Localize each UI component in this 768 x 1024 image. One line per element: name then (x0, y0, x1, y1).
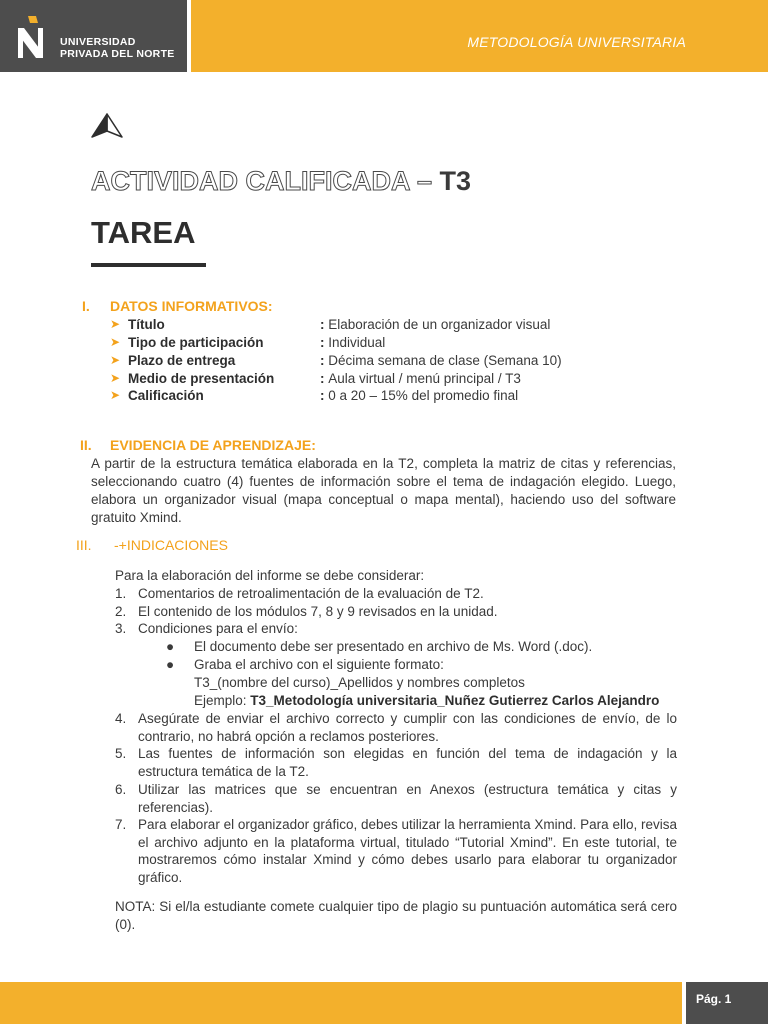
list-number: 5. (115, 746, 127, 761)
section-2-number: II. (80, 437, 92, 453)
info-value-text: Elaboración de un organizador visual (328, 317, 551, 332)
bullet-text: El documento debe ser presentado en archivo de Ms. Word (.doc). (194, 639, 593, 654)
info-label: Medio de presentación (128, 371, 275, 386)
info-label: Plazo de entrega (128, 353, 236, 368)
list-text: Para elaborar el organizador gráfico, debes utilizar la herramienta Xmind. Para ello, revisa el archivo adjunto en la plataforma virtual, titulado “Tutorial Xmind”. En este tutorial, te mostraremos cómo instalar Xmind y cómo debes usarlo para elaborar tu organizador gráfico. (138, 817, 677, 885)
navigation-arrow-icon (90, 112, 124, 140)
document-subtitle: TAREA (91, 215, 196, 250)
list-item (115, 745, 677, 780)
list-item (115, 620, 677, 638)
section-2-heading: EVIDENCIA DE APRENDIZAJE: (110, 437, 316, 453)
list-item (115, 710, 677, 745)
info-value: : 0 a 20 – 15% del promedio final (320, 388, 519, 403)
info-label: Calificación (128, 388, 204, 403)
title-outline-text: ACTIVIDAD CALIFICADA – (91, 166, 432, 196)
section-3-heading: -+INDICACIONES (114, 537, 228, 553)
list-text: Las fuentes de información son elegidas en función del tema de indagación y la estructura temática de la T2. (138, 746, 677, 779)
section-1-heading: DATOS INFORMATIVOS: (110, 298, 273, 314)
list-number: 1. (115, 586, 127, 601)
list-text: Asegúrate de enviar el archivo correcto y cumplir con las condiciones de envío, de lo contrario, no habrá opción a reclamos posteriores. (138, 711, 677, 744)
arrow-bullet-icon: ➤ (110, 335, 121, 349)
bullet-dot-icon: ● (166, 639, 175, 654)
logo-line-1: UNIVERSIDAD (60, 36, 136, 48)
university-logo (0, 0, 187, 72)
arrow-bullet-icon: ➤ (110, 317, 121, 331)
list-text: Utilizar las matrices que se encuentran en Anexos (estructura temática y citas y referencias). (138, 782, 677, 815)
list-item (115, 585, 677, 603)
page-number: Pág. 1 (696, 992, 732, 1006)
info-value-text: Aula virtual / menú principal / T3 (328, 371, 521, 386)
info-value-text: 0 a 20 – 15% del promedio final (328, 388, 519, 403)
example-value: T3_Metodología universitaria_Nuñez Gutierrez Carlos Alejandro (250, 693, 660, 708)
logo-line-2: PRIVADA DEL NORTE (60, 48, 175, 60)
list-number: 3. (115, 621, 127, 636)
list-number: 2. (115, 604, 127, 619)
nota-text: NOTA: Si el/la estudiante comete cualquier tipo de plagio su puntuación automática será cero (0). (115, 899, 677, 932)
list-item (115, 816, 677, 886)
list-number: 7. (115, 817, 127, 832)
info-label: Tipo de participación (128, 335, 264, 350)
example-label: Ejemplo: (194, 693, 247, 708)
section-3-number: III. (76, 537, 92, 553)
arrow-bullet-icon: ➤ (110, 388, 121, 402)
section-3-intro: Para la elaboración del informe se debe considerar: (115, 568, 425, 583)
bullet-item (166, 656, 444, 674)
title-code: T3 (439, 166, 472, 196)
bullet-dot-icon: ● (166, 657, 175, 672)
page-number-box (686, 982, 768, 1024)
list-text: El contenido de los módulos 7, 8 y 9 revisados en la unidad. (138, 604, 498, 619)
course-title: METODOLOGÍA UNIVERSITARIA (467, 34, 686, 50)
list-item (115, 781, 677, 816)
title-underline (91, 263, 206, 267)
section-1-number: I. (82, 298, 90, 314)
example-line (194, 693, 659, 708)
info-value: : Aula virtual / menú principal / T3 (320, 371, 521, 386)
info-value: : Décima semana de clase (Semana 10) (320, 353, 562, 368)
arrow-bullet-icon: ➤ (110, 371, 121, 385)
logo-text (60, 36, 175, 60)
info-value: : Elaboración de un organizador visual (320, 317, 551, 332)
document-title (91, 166, 471, 197)
bullet-text: Graba el archivo con el siguiente formato: (194, 657, 444, 672)
list-text: Comentarios de retroalimentación de la evaluación de T2. (138, 586, 484, 601)
list-number: 6. (115, 782, 127, 797)
list-text: Condiciones para el envío: (138, 621, 298, 636)
footer-bar (0, 982, 682, 1024)
info-value: : Individual (320, 335, 386, 350)
info-value-text: Décima semana de clase (Semana 10) (328, 353, 562, 368)
logo-n-icon (16, 14, 50, 62)
list-item (115, 603, 677, 621)
section-2-text: A partir de la estructura temática elaborada en la T2, completa la matriz de citas y referencias, seleccionando cuatro (4) fuentes de información sobre el tema de indagación elegido. Luego, elabora un organizador visual (mapa conceptual o mapa mental), haciendo uso del software gratuito Xmind. (91, 456, 676, 525)
bullet-item (166, 638, 592, 656)
arrow-bullet-icon: ➤ (110, 353, 121, 367)
list-number: 4. (115, 711, 127, 726)
info-label: Título (128, 317, 165, 332)
page-header (0, 0, 768, 72)
info-value-text: Individual (328, 335, 386, 350)
header-bar (191, 0, 768, 72)
format-line: T3_(nombre del curso)_Apellidos y nombres completos (194, 675, 525, 690)
